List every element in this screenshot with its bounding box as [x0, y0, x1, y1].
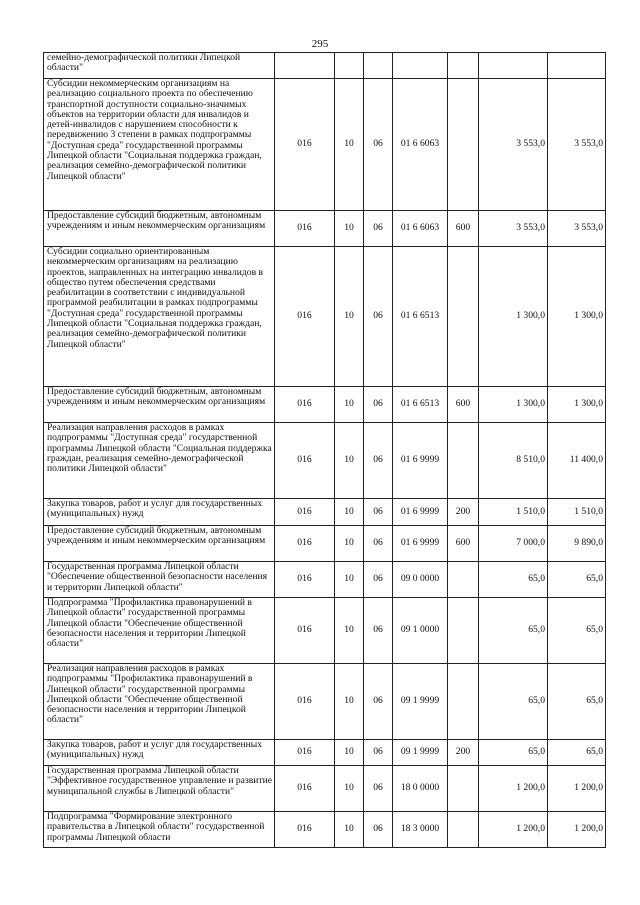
expense-type [448, 812, 479, 848]
expense-type: 600 [448, 211, 479, 247]
table-row [44, 664, 606, 740]
row-name: Реализация направления расходов в рамках подпрограммы "Профилактика правонарушений в Липецкой области" государственной программы Липецкой области "Обеспечение общественной безопасности населения и территории Липецкой области" [44, 664, 275, 740]
table-row [44, 812, 606, 848]
amount-first: 3 553,0 [479, 79, 548, 211]
table-row [44, 766, 606, 812]
row-name: Государственная программа Липецкой области "Обеспечение общественной безопасности населения и территории Липецкой области" [44, 562, 275, 598]
expense-type: 600 [448, 387, 479, 423]
subsection-code: 06 [364, 740, 393, 766]
table-row [44, 387, 606, 423]
amount-second: 65,0 [548, 598, 606, 664]
table-row [44, 79, 606, 211]
target-article [393, 53, 448, 79]
section-code: 10 [335, 740, 364, 766]
subsection-code: 06 [364, 598, 393, 664]
row-name: Субсидии социально ориентированным некоммерческим организациям на реализацию проектов, направленных на интеграцию инвалидов в общество путем обеспечения средствами реабилитации в соответствии с индивидуальной программой реабилитации в рамках подпрограммы "Доступная среда" государственной программы Липецкой области "Социальная поддержка граждан, реализация семейно-демографической политики Липецкой области" [44, 247, 275, 387]
target-article: 09 1 9999 [393, 664, 448, 740]
subsection-code: 06 [364, 387, 393, 423]
target-article: 18 3 0000 [393, 812, 448, 848]
target-article: 01 6 9999 [393, 423, 448, 499]
ministry-code: 016 [275, 423, 335, 499]
section-code: 10 [335, 562, 364, 598]
ministry-code: 016 [275, 812, 335, 848]
target-article: 01 6 6063 [393, 79, 448, 211]
amount-second [548, 53, 606, 79]
ministry-code: 016 [275, 387, 335, 423]
subsection-code: 06 [364, 664, 393, 740]
expense-type: 600 [448, 526, 479, 562]
amount-first: 65,0 [479, 562, 548, 598]
expense-type [448, 598, 479, 664]
table-row [44, 53, 606, 79]
row-name: Субсидии некоммерческим организациям на реализацию социального проекта по обеспечению транспортной доступности социально-значимых объектов на территории области для инвалидов и детей-инвалидов с нарушением способности к передвижению 3 степени в рамках подпрограммы "Доступная среда" государственной программы Липецкой области "Социальная поддержка граждан, реализация семейно-демографической политики Липецкой области" [44, 79, 275, 211]
table-row [44, 740, 606, 766]
target-article: 09 0 0000 [393, 562, 448, 598]
section-code: 10 [335, 247, 364, 387]
ministry-code: 016 [275, 247, 335, 387]
amount-second: 1 200,0 [548, 766, 606, 812]
subsection-code [364, 53, 393, 79]
section-code: 10 [335, 79, 364, 211]
amount-first: 8 510,0 [479, 423, 548, 499]
expense-type [448, 766, 479, 812]
amount-first: 65,0 [479, 664, 548, 740]
subsection-code: 06 [364, 79, 393, 211]
amount-second: 1 510,0 [548, 499, 606, 526]
amount-first [479, 53, 548, 79]
section-code: 10 [335, 526, 364, 562]
target-article: 01 6 6063 [393, 211, 448, 247]
target-article: 01 6 9999 [393, 526, 448, 562]
expense-type: 200 [448, 740, 479, 766]
expense-type [448, 423, 479, 499]
expense-type [448, 562, 479, 598]
page-number: 295 [311, 38, 329, 50]
table-row [44, 499, 606, 526]
budget-table [43, 52, 606, 848]
row-name: Предоставление субсидий бюджетным, автономным учреждениям и иным некоммерческим организациям [44, 526, 275, 562]
amount-first: 1 300,0 [479, 247, 548, 387]
subsection-code: 06 [364, 562, 393, 598]
amount-first: 65,0 [479, 740, 548, 766]
amount-second: 65,0 [548, 740, 606, 766]
table-row [44, 247, 606, 387]
row-name: семейно-демографической политики Липецкой области" [44, 53, 275, 79]
ministry-code: 016 [275, 598, 335, 664]
amount-first: 1 200,0 [479, 812, 548, 848]
ministry-code: 016 [275, 664, 335, 740]
row-name: Подпрограмма "Профилактика правонарушений в Липецкой области" государственной программы Липецкой области "Обеспечение общественной безопасности населения и территории Липецкой области" [44, 598, 275, 664]
amount-second: 1 200,0 [548, 812, 606, 848]
ministry-code: 016 [275, 526, 335, 562]
subsection-code: 06 [364, 766, 393, 812]
amount-first: 1 200,0 [479, 766, 548, 812]
expense-type [448, 247, 479, 387]
ministry-code: 016 [275, 79, 335, 211]
target-article: 01 6 6513 [393, 387, 448, 423]
section-code: 10 [335, 664, 364, 740]
ministry-code: 016 [275, 499, 335, 526]
subsection-code: 06 [364, 211, 393, 247]
target-article: 18 0 0000 [393, 766, 448, 812]
section-code: 10 [335, 423, 364, 499]
amount-first: 7 000,0 [479, 526, 548, 562]
amount-first: 65,0 [479, 598, 548, 664]
subsection-code: 06 [364, 247, 393, 387]
row-name: Реализация направления расходов в рамках подпрограммы "Доступная среда" государственной программы Липецкой области "Социальная поддержка граждан, реализация семейно-демографической политики Липецкой области" [44, 423, 275, 499]
table-row [44, 211, 606, 247]
expense-type: 200 [448, 499, 479, 526]
subsection-code: 06 [364, 526, 393, 562]
row-name: Предоставление субсидий бюджетным, автономным учреждениям и иным некоммерческим организациям [44, 387, 275, 423]
section-code: 10 [335, 766, 364, 812]
amount-second: 1 300,0 [548, 387, 606, 423]
amount-second: 9 890,0 [548, 526, 606, 562]
table-row [44, 423, 606, 499]
table-row [44, 598, 606, 664]
target-article: 01 6 6513 [393, 247, 448, 387]
subsection-code: 06 [364, 423, 393, 499]
row-name: Закупка товаров, работ и услуг для государственных (муниципальных) нужд [44, 740, 275, 766]
ministry-code: 016 [275, 766, 335, 812]
row-name: Подпрограмма "Формирование электронного правительства в Липецкой области" государственной программы Липецкой области [44, 812, 275, 848]
budget-table-body [44, 53, 606, 848]
amount-second: 11 400,0 [548, 423, 606, 499]
target-article: 01 6 9999 [393, 499, 448, 526]
table-row [44, 526, 606, 562]
ministry-code: 016 [275, 562, 335, 598]
amount-first: 3 553,0 [479, 211, 548, 247]
section-code: 10 [335, 211, 364, 247]
subsection-code: 06 [364, 499, 393, 526]
target-article: 09 1 0000 [393, 598, 448, 664]
row-name: Закупка товаров, работ и услуг для государственных (муниципальных) нужд [44, 499, 275, 526]
amount-first: 1 300,0 [479, 387, 548, 423]
row-name: Государственная программа Липецкой области "Эффективное государственное управление и развитие муниципальной службы в Липецкой области" [44, 766, 275, 812]
section-code: 10 [335, 387, 364, 423]
ministry-code: 016 [275, 740, 335, 766]
amount-second: 65,0 [548, 664, 606, 740]
table-row [44, 562, 606, 598]
section-code: 10 [335, 499, 364, 526]
section-code: 10 [335, 598, 364, 664]
section-code [335, 53, 364, 79]
ministry-code [275, 53, 335, 79]
amount-second: 3 553,0 [548, 79, 606, 211]
target-article: 09 1 9999 [393, 740, 448, 766]
expense-type [448, 53, 479, 79]
amount-second: 3 553,0 [548, 211, 606, 247]
section-code: 10 [335, 812, 364, 848]
subsection-code: 06 [364, 812, 393, 848]
expense-type [448, 664, 479, 740]
amount-second: 1 300,0 [548, 247, 606, 387]
amount-second: 65,0 [548, 562, 606, 598]
ministry-code: 016 [275, 211, 335, 247]
amount-first: 1 510,0 [479, 499, 548, 526]
expense-type [448, 79, 479, 211]
row-name: Предоставление субсидий бюджетным, автономным учреждениям и иным некоммерческим организациям [44, 211, 275, 247]
